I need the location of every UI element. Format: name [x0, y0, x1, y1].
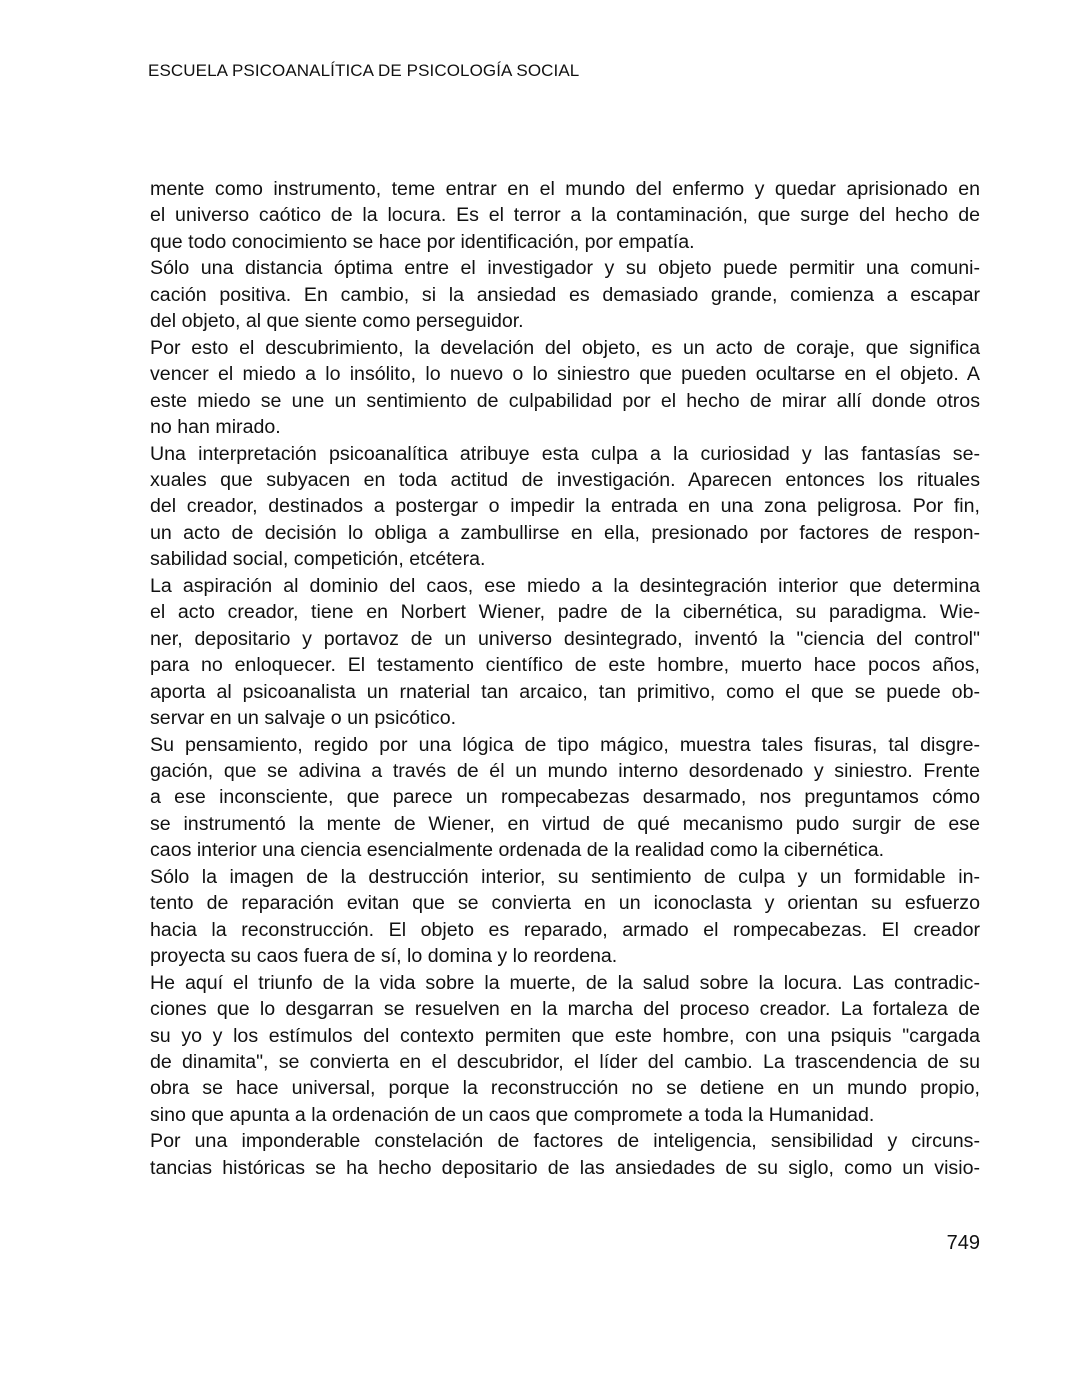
text-line: tancias históricas se ha hecho depositario de las ansiedades de su siglo, como un visio- [150, 1156, 980, 1179]
text-line: a ese inconsciente, que parece un rompecabezas desarmado, nos preguntamos cómo [150, 786, 980, 809]
text-line: ciones que lo desgarran se resuelven en la marcha del proceso creador. La fortaleza de [150, 998, 980, 1021]
text-line: aporta al psicoanalista un rnaterial tan arcaico, tan primitivo, como el que se puede ob- [150, 680, 980, 703]
text-line: un acto de decisión lo obliga a zambullirse en ella, presionado por factores de respon- [150, 521, 980, 544]
text-line: para no enloquecer. El testamento científico de este hombre, muerto hace pocos años, [150, 654, 980, 677]
text-line: ner, depositario y portavoz de un universo desintegrado, inventó la "ciencia del control" [150, 627, 980, 650]
text-line: gación, que se adivina a través de él un mundo interno desordenado y siniestro. Frente [150, 759, 980, 782]
running-header: ESCUELA PSICOANALÍTICA DE PSICOLOGÍA SOCIAL [148, 61, 580, 80]
text-line: obra se hace universal, porque la reconstrucción no se detiene en un mundo propio, [150, 1077, 980, 1100]
text-line: sino que apunta a la ordenación de un caos que compromete a toda la Humanidad. [150, 1103, 875, 1126]
page-number: 749 [946, 1232, 980, 1254]
text-line: Por esto el descubrimiento, la develación del objeto, es un acto de coraje, que significa [150, 336, 980, 359]
text-line: del creador, destinados a postergar o impedir la entrada en una zona peligrosa. Por fin, [150, 495, 980, 518]
text-line: tento de reparación evitan que se convierta en un iconoclasta y orientan su esfuerzo [150, 892, 980, 915]
text-line: de dinamita", se convierta en el descubridor, el líder del cambio. La trascendencia de su [150, 1050, 980, 1073]
text-line: cación positiva. En cambio, si la ansiedad es demasiado grande, comienza a escapar [150, 283, 980, 306]
text-line: Su pensamiento, regido por una lógica de tipo mágico, muestra tales fisuras, tal disgre- [150, 733, 980, 756]
text-line: el universo caótico de la locura. Es el terror a la contaminación, que surge del hecho de [150, 204, 980, 227]
text-line: La aspiración al dominio del caos, ese miedo a la desintegración interior que determina [150, 574, 980, 597]
text-line: del objeto, al que siente como perseguidor. [150, 310, 524, 333]
text-line: proyecta su caos fuera de sí, lo domina y lo reordena. [150, 945, 618, 968]
text-line: este miedo se une un sentimiento de culpabilidad por el hecho de mirar allí donde otros [150, 389, 980, 412]
text-line: no han mirado. [150, 416, 281, 439]
text-line: su yo y los estímulos del contexto permiten que este hombre, con una psiquis "cargada [150, 1024, 980, 1047]
text-line: que todo conocimiento se hace por identificación, por empatía. [150, 230, 695, 253]
text-line: sabilidad social, competición, etcétera. [150, 548, 486, 571]
text-line: Una interpretación psicoanalítica atribuye esta culpa a la curiosidad y las fantasías se- [150, 442, 980, 465]
text-line: Sólo la imagen de la destrucción interior, su sentimiento de culpa y un formidable in- [150, 865, 980, 888]
text-line: He aquí el triunfo de la vida sobre la muerte, de la salud sobre la locura. Las contradic- [150, 971, 980, 994]
text-line: caos interior una ciencia esencialmente ordenada de la realidad como la cibernética. [150, 839, 885, 862]
text-line: xuales que subyacen en toda actitud de investigación. Aparecen entonces los rituales [150, 468, 980, 491]
text-line: Por una imponderable constelación de factores de inteligencia, sensibilidad y circuns- [150, 1130, 980, 1153]
text-line: servar en un salvaje o un psicótico. [150, 707, 457, 730]
text-line: hacia la reconstrucción. El objeto es reparado, armado el rompecabezas. El creador [150, 918, 980, 941]
text-line: el acto creador, tiene en Norbert Wiener, padre de la cibernética, su paradigma. Wie- [150, 601, 980, 624]
text-line: se instrumentó la mente de Wiener, en virtud de qué mecanismo pudo surgir de ese [150, 812, 980, 835]
text-line: mente como instrumento, teme entrar en el mundo del enfermo y quedar aprisionado en [150, 178, 980, 200]
text-line: vencer el miedo a lo insólito, lo nuevo o lo siniestro que pueden ocultarse en el objeto. A [150, 363, 980, 386]
body-text [150, 176, 980, 1181]
text-line: Sólo una distancia óptima entre el investigador y su objeto puede permitir una comuni- [150, 257, 980, 280]
